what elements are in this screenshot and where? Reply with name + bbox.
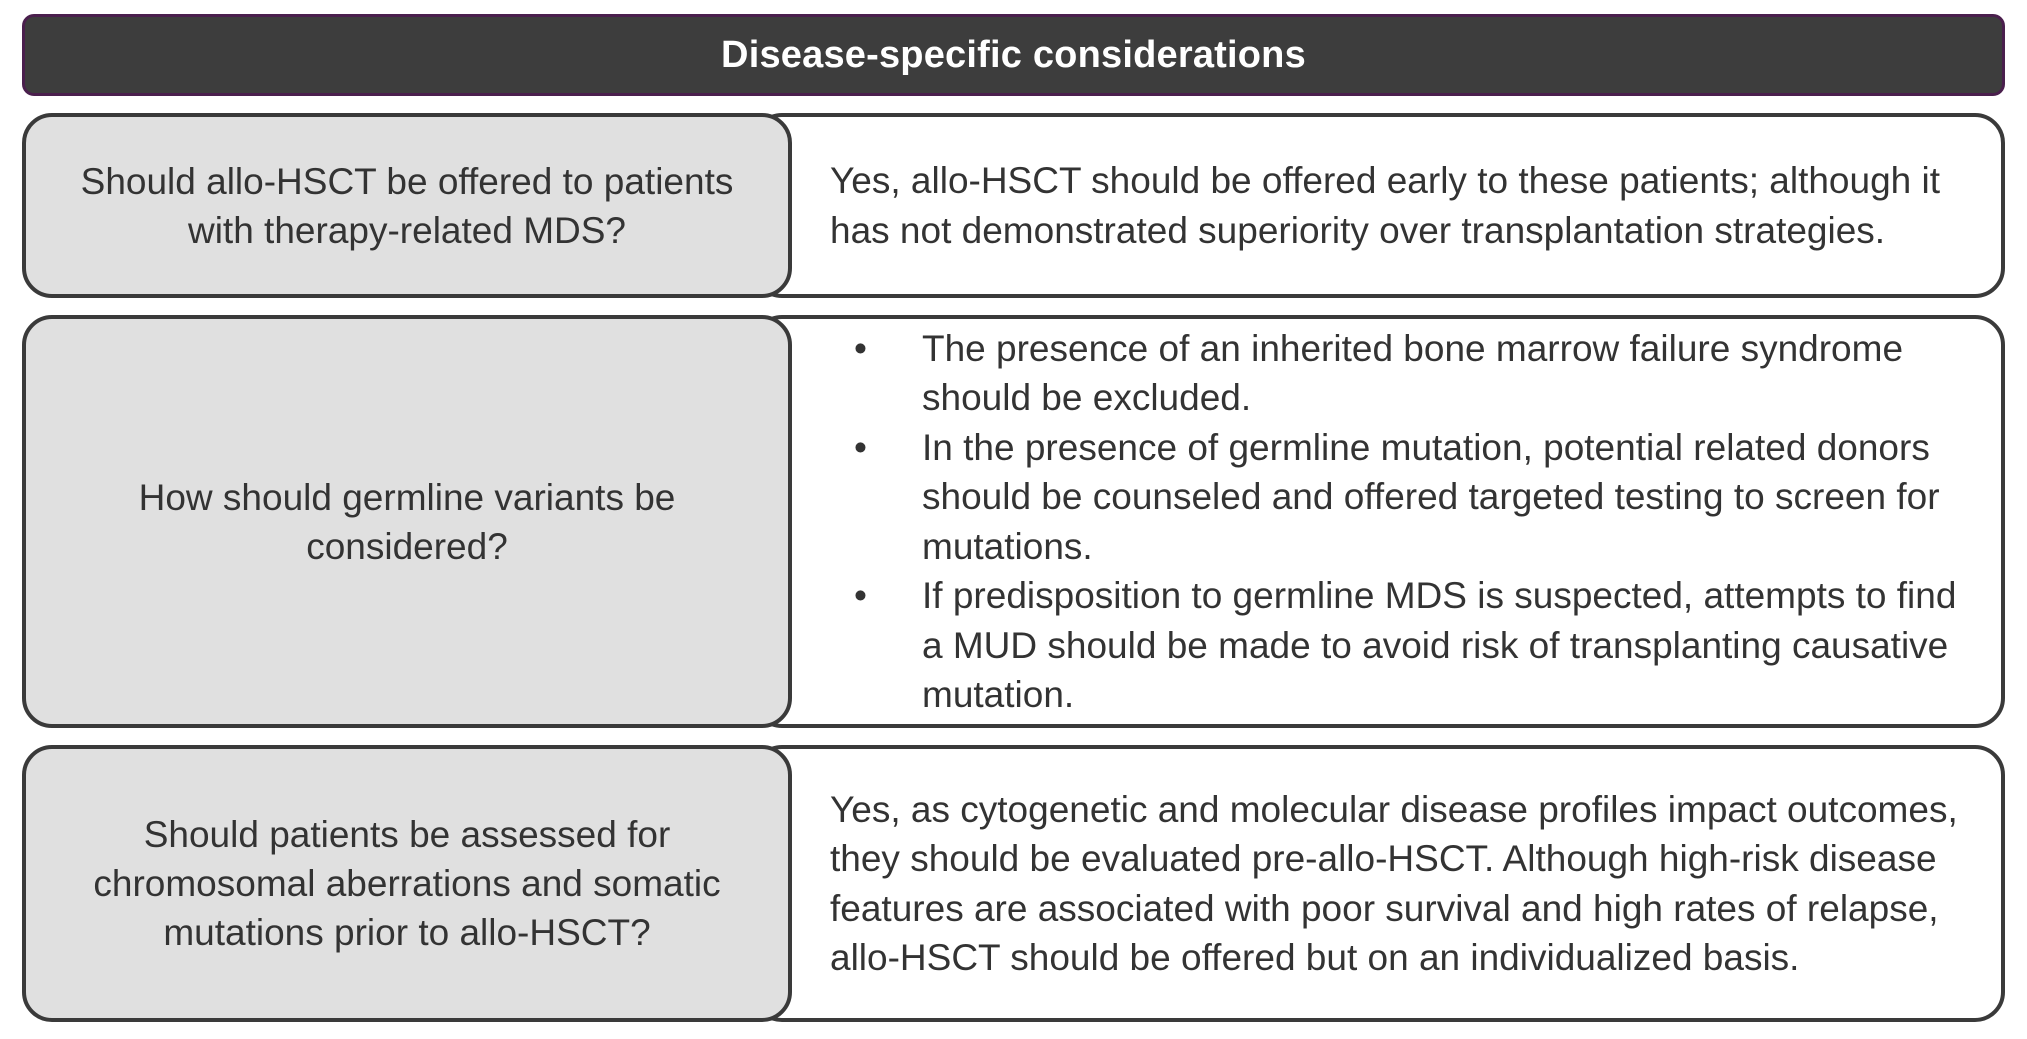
answer-paragraph: Yes, allo-HSCT should be offered early to these patients; although it has not demonstrated superiority over transplantation strategies. bbox=[830, 160, 1941, 251]
header-title: Disease-specific considerations bbox=[721, 33, 1306, 76]
answer-text bbox=[830, 745, 1965, 1022]
consideration-row-therapy-related-mds bbox=[22, 113, 2005, 298]
answer-text bbox=[830, 113, 1965, 298]
bullet-item bbox=[830, 571, 1965, 720]
answer-bullet-list bbox=[830, 315, 1965, 728]
question-text: Should patients be assessed for chromosomal aberrations and somatic mutations prior to allo-HSCT? bbox=[93, 814, 721, 953]
bullet-item bbox=[830, 423, 1965, 572]
question-text: How should germline variants be considered? bbox=[138, 476, 676, 567]
question-box bbox=[22, 113, 792, 298]
bullet-text: The presence of an inherited bone marrow failure syndrome should be excluded. bbox=[922, 327, 1904, 418]
bullet-dot-icon: • bbox=[854, 575, 867, 616]
bullet-item bbox=[830, 324, 1965, 423]
answer-paragraph: Yes, as cytogenetic and molecular disease profiles impact outcomes, they should be evaluated pre-allo-HSCT. Although high-risk disease features are associated with poor survival and high rates of relapse, allo-HSCT should be offered but on an individualized basis. bbox=[830, 788, 1958, 978]
question-box bbox=[22, 315, 792, 728]
question-text: Should allo-HSCT be offered to patients with therapy-related MDS? bbox=[80, 160, 734, 251]
bullet-dot-icon: • bbox=[854, 426, 867, 468]
bullet-dot-icon: • bbox=[854, 327, 867, 369]
consideration-row-germline-variants bbox=[22, 315, 2005, 728]
header-banner bbox=[22, 14, 2005, 96]
consideration-row-chromosomal-aberrations bbox=[22, 745, 2005, 1022]
question-box bbox=[22, 745, 792, 1022]
bullet-text: If predisposition to germline MDS is suspected, attempts to find a MUD should be made to avoid risk of transplanting causative mutation. bbox=[922, 575, 1957, 715]
bullet-text: In the presence of germline mutation, potential related donors should be counseled and offered targeted testing to screen for mutations. bbox=[922, 426, 1940, 567]
